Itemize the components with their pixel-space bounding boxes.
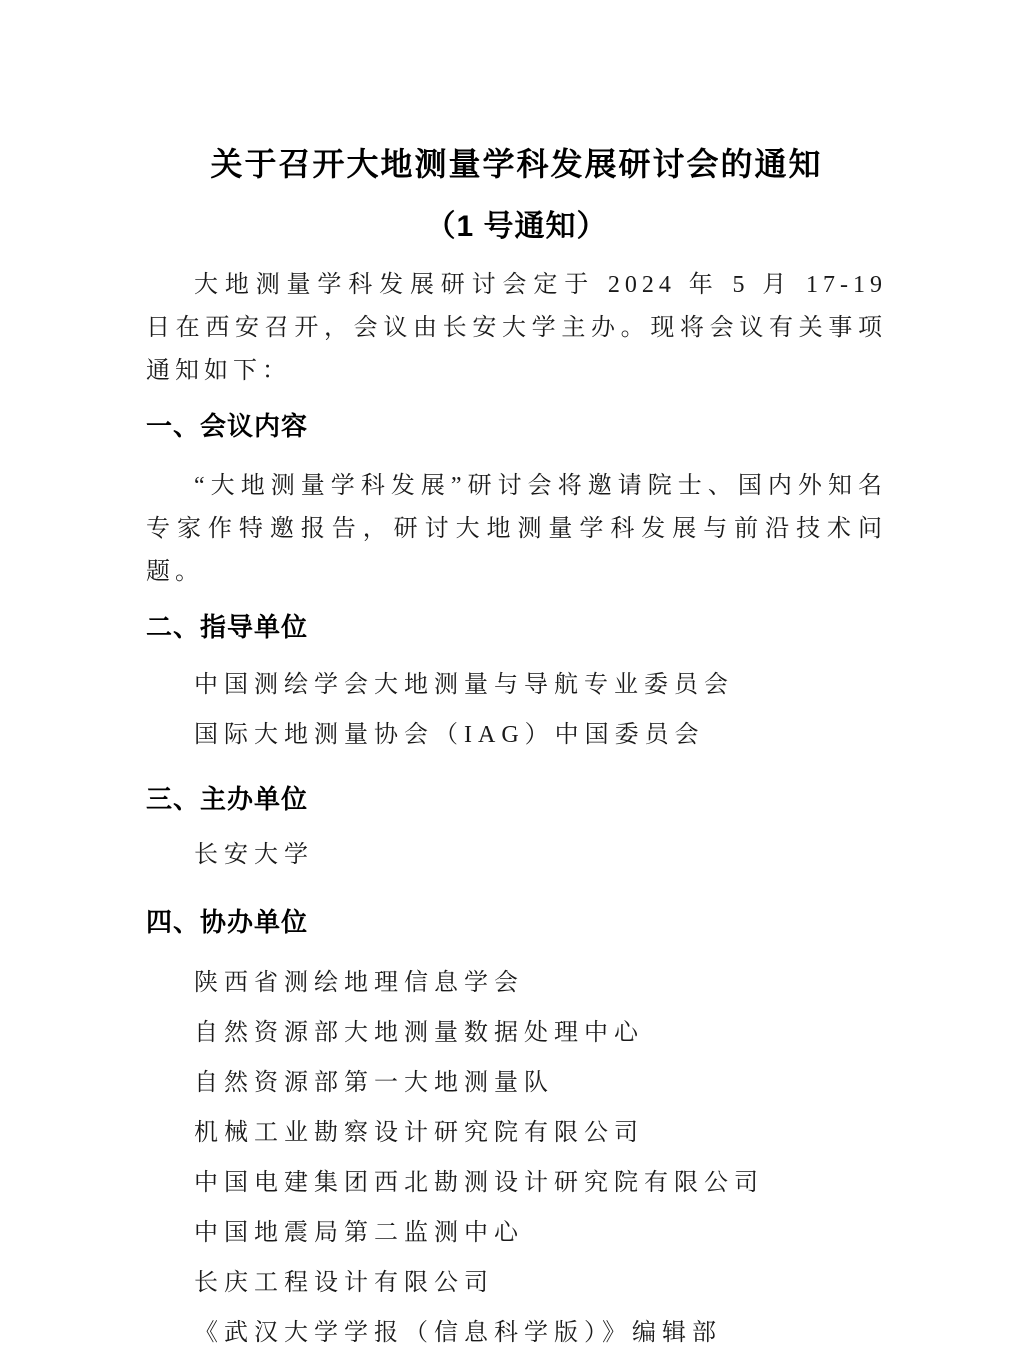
list-item: 自然资源部大地测量数据处理中心 [194,1020,644,1046]
list-item: 长安大学 [194,842,314,868]
list-item: 陕西省测绘地理信息学会 [194,970,524,996]
section-heading-host-unit: 三、主办单位 [146,784,309,814]
section-heading-guiding-units: 二、指导单位 [146,612,309,642]
section-heading-co-organizers: 四、协办单位 [146,907,309,937]
intro-paragraph: 大地测量学科发展研讨会定于 2024 年 5 月 17-19 日在西安召开，会议由长安大学主办。现将会议有关事项通知如下： [146,272,887,384]
host-unit-list [146,830,887,880]
list-item: 长庆工程设计有限公司 [194,1270,494,1296]
guiding-units-list [146,660,887,760]
section-heading-meeting-content: 一、会议内容 [146,411,309,441]
list-item: 中国电建集团西北勘测设计研究院有限公司 [194,1170,764,1196]
list-item: 《武汉大学学报（信息科学版）》编辑部 [194,1320,722,1346]
section-meeting-content-paragraph: “大地测量学科发展”研讨会将邀请院士、国内外知名专家作特邀报告，研讨大地测量学科发展与前沿技术问题。 [146,473,887,585]
list-item: 国际大地测量协会（IAG）中国委员会 [194,722,705,748]
list-item: 机械工业勘察设计研究院有限公司 [194,1120,644,1146]
list-item: 中国测绘学会大地测量与导航专业委员会 [194,672,734,698]
list-item: 自然资源部第一大地测量队 [194,1070,554,1096]
list-item: 中国地震局第二监测中心 [194,1220,524,1246]
document-title: 关于召开大地测量学科发展研讨会的通知 [210,146,823,182]
document-subtitle: （1 号通知） [425,210,608,243]
co-organizers-list [146,958,887,1358]
